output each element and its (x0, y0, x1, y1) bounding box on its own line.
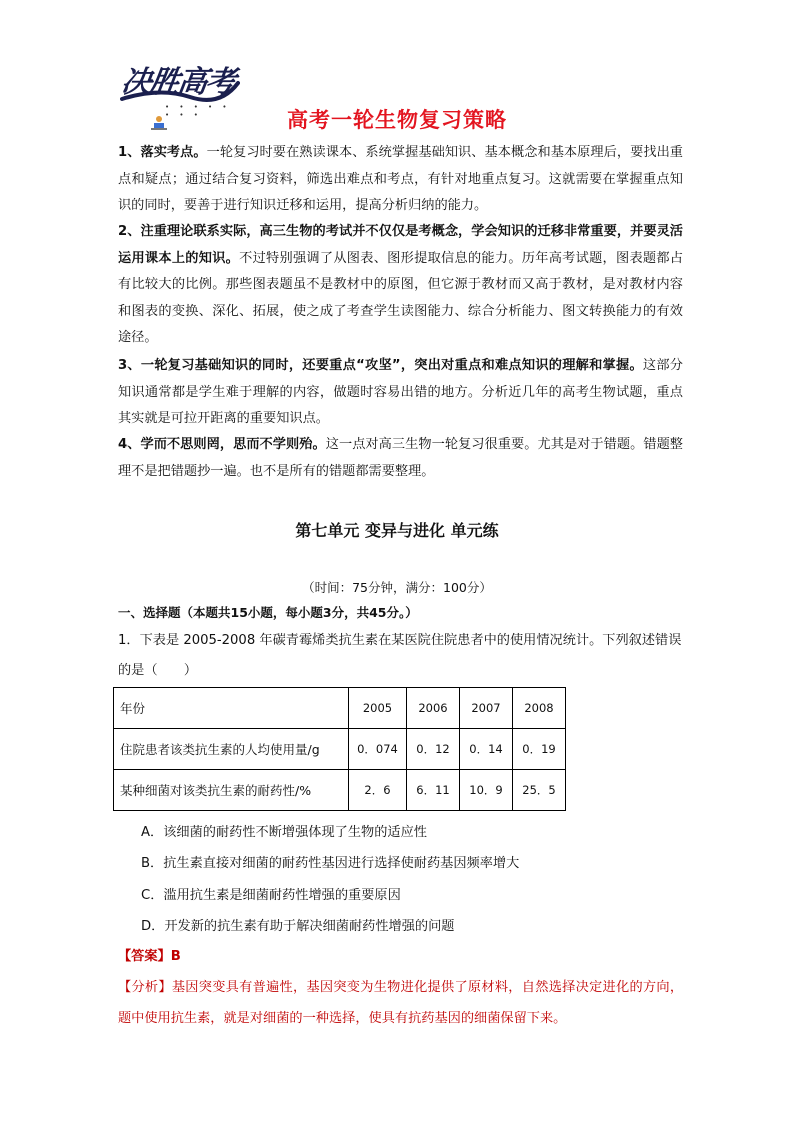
option-c: C．滥用抗生素是细菌耐药性增强的重要原因 (141, 888, 401, 903)
exam-timing: （时间：75分钟，满分：100分） (302, 580, 492, 595)
table-cell: 10．9 (460, 770, 513, 811)
analysis (118, 972, 683, 1034)
logo-tagline: • • • • • • • • (165, 103, 231, 119)
table-header-row (114, 688, 566, 729)
strategy-2: 2、注重理论联系实际，高三生物的考试并不仅仅是考概念，学会知识的迁移非常重要，并要灵活运用课本上的知识。不过特别强调了从图表、图形提取信息的能力。历年高考试题，图表题都占有比较大的比例。那些图表题虽不是教材中的原图，但它源于教材而又高于教材，是对教材内容和图表的变换、深化、拓展，使之成了考查学生读图能力、综合分析能力、图文转换能力的有效途径。 (118, 224, 684, 345)
section-heading: 一、选择题（本题共15小题，每小题3分，共45分。） (118, 605, 418, 620)
table-row (114, 729, 566, 770)
table-cell: 0．074 (349, 729, 407, 770)
table-row (114, 770, 566, 811)
answer-value: B (170, 949, 181, 964)
analysis-label: 【分析】 (118, 980, 172, 995)
table-cell: 年份 (114, 688, 349, 729)
table-cell: 2007 (460, 688, 513, 729)
answer (118, 945, 181, 964)
option-a: A．该细菌的耐药性不断增强体现了生物的适应性 (141, 825, 427, 840)
table-cell: 2．6 (349, 770, 407, 811)
strategy-4: 4、学而不思则罔，思而不学则殆。这一点对高三生物一轮复习很重要。尤其是对于错题。错题整理不是把错题抄一遍。也不是所有的错题都需要整理。 (118, 437, 683, 479)
table-cell: 0．14 (460, 729, 513, 770)
table-cell: 2008 (513, 688, 566, 729)
logo-text: 决胜高考 (119, 65, 236, 100)
answer-label: 【答案】 (118, 949, 171, 964)
page-title: 高考一轮生物复习策略 (287, 108, 507, 132)
strategy-3: 3、一轮复习基础知识的同时，还要重点“攻坚”，突出对重点和难点知识的理解和掌握。这部分知识通常都是学生难于理解的内容，做题时容易出错的地方。分析近几年的高考生物试题，重点其实就是可拉开距离的重要知识点。 (118, 358, 683, 426)
strategy-1: 1、落实考点。一轮复习时要在熟读课本、系统掌握基础知识、基本概念和基本原理后，要找出重点和疑点；通过结合复习资料，筛选出难点和考点，有针对地重点复习。这就需要在掌握重点知识的同时，要善于进行知识迁移和运用，提高分析归纳的能力。 (118, 145, 683, 213)
data-table (113, 687, 566, 811)
table-cell: 某种细菌对该类抗生素的耐药性/% (114, 770, 349, 811)
table-cell: 0．19 (513, 729, 566, 770)
option-d: D．开发新的抗生素有助于解决细菌耐药性增强的问题 (141, 919, 455, 934)
question-1: 1．下表是 2005-2008 年碳青霉烯类抗生素在某医院住院患者中的使用情况统计。下列叙述错误的是（ ） (118, 633, 682, 678)
table-cell: 25．5 (513, 770, 566, 811)
table-cell: 6．11 (407, 770, 460, 811)
unit-title: 第七单元 变异与进化 单元练 (295, 521, 499, 540)
table-cell: 住院患者该类抗生素的人均使用量/g (114, 729, 349, 770)
table-cell: 0．12 (407, 729, 460, 770)
table-cell: 2005 (349, 688, 407, 729)
table-cell: 2006 (407, 688, 460, 729)
analysis-text: 基因突变具有普遍性，基因突变为生物进化提供了原材料，自然选择决定进化的方向，题中使用抗生素，就是对细菌的一种选择，使具有抗药基因的细菌保留下来。 (118, 980, 684, 1026)
option-b: B．抗生素直接对细菌的耐药性基因进行选择使耐药基因频率增大 (141, 856, 520, 871)
